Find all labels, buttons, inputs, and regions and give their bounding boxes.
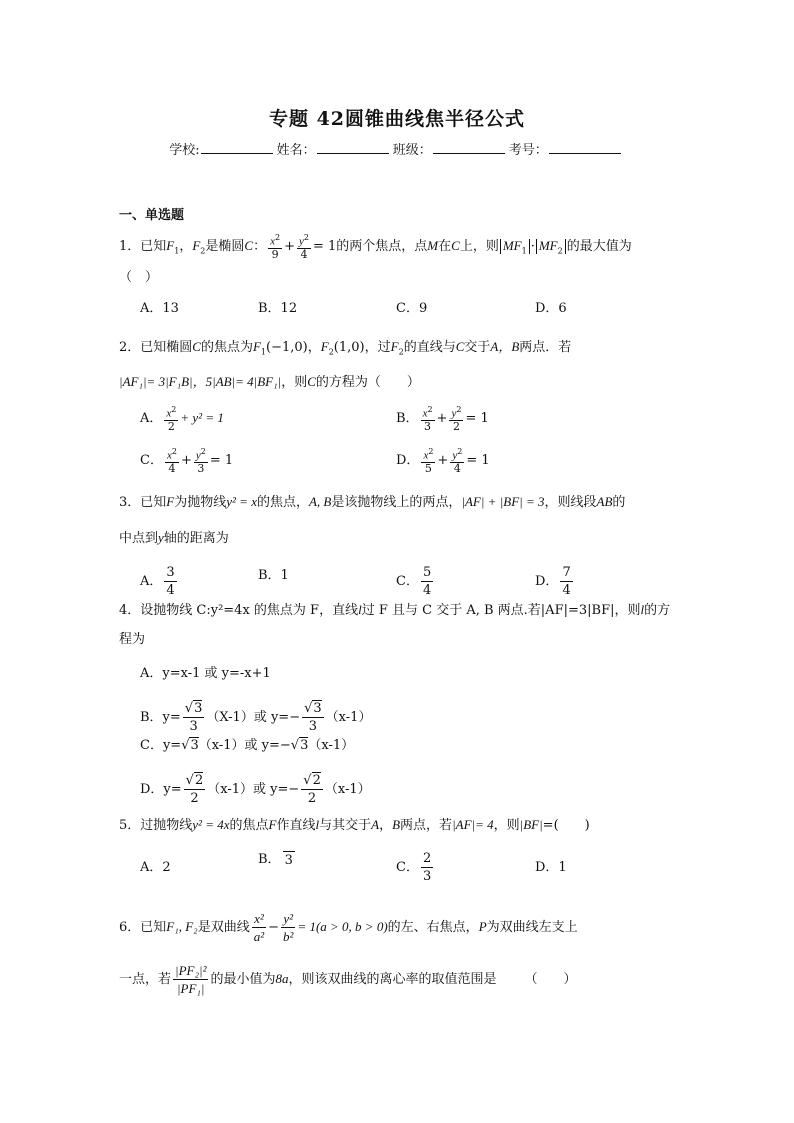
- q2-option-a[interactable]: A． $\frac{x^2}{2}$ + y² = 1: [140, 405, 224, 433]
- student-info-line: [0, 139, 794, 158]
- question-6-stem: 6．已知F₁, F₂是双曲线 $\frac{\text{x²}}{\text{a²}}$ − $\frac{\text{y²}}{\text{b²}}$ = 1(a > 0, b > 0)的左、右焦点，P为双曲线左支上: [119, 911, 578, 944]
- q5-option-d[interactable]: D．1: [535, 860, 567, 875]
- question-6-stem-2: 一点，若 $\frac{\text{|PF₂|²}}{\text{|PF₁|}}$ 的最小值为8a，则该双曲线的离心率的取值范围是 （ ）: [119, 963, 577, 996]
- question-3-stem-2: 中点到y轴的距离为: [119, 530, 229, 546]
- school-blank[interactable]: [201, 141, 273, 154]
- question-1-paren: （ ）: [119, 270, 159, 285]
- name-label: 姓名：: [276, 143, 316, 158]
- page-title: 专题 42圆锥曲线焦半径公式: [268, 108, 526, 130]
- question-5-stem: 5．过抛物线y² = 4x的焦点F作直线l与其交于A，B两点，若|AF|= 4，则|BF|=( ): [119, 817, 590, 833]
- question-4-stem: 4．设抛物线 C:y²=4x 的焦点为 F，直线l过 F 且与 C 交于 A, B 两点.若|AF|=3|BF|，则l的方: [119, 602, 671, 618]
- q3-option-d[interactable]: D． $\frac{7}{4}$: [535, 565, 571, 598]
- exam-number-label: 考号：: [508, 143, 548, 158]
- q3-option-c[interactable]: C． $\frac{5}{4}$: [396, 565, 432, 598]
- section-heading: 一、单选题: [119, 208, 185, 223]
- q1-option-c[interactable]: C．9: [396, 301, 428, 316]
- q5-option-a[interactable]: A．2: [140, 860, 171, 875]
- q4-option-d[interactable]: D．y= $\frac{√2}{2}$ （x-1）或 y=− $\frac{√2}{2}$ （x-1）: [140, 773, 371, 806]
- question-4-stem-2: 程为: [119, 632, 146, 647]
- question-2-stem-2: |AF₁|= 3|F₁B|，5|AB|= 4|BF₁|，则C的方程为（ ）: [119, 374, 420, 390]
- q2-option-d[interactable]: D． $\frac{x^2}{5}$ + $\frac{y^2}{4}$ = 1: [396, 447, 490, 475]
- q5-option-c[interactable]: C． $\frac{2}{3}$: [396, 851, 432, 884]
- q5-option-b[interactable]: B． 3: [258, 852, 293, 868]
- q4-option-c[interactable]: C．y=√3（x-1）或 y=−√3（x-1）: [140, 738, 355, 753]
- q4-option-a[interactable]: A．y=x-1 或 y=-x+1: [140, 666, 271, 681]
- q1-option-b[interactable]: B．12: [258, 301, 298, 316]
- name-blank[interactable]: [317, 141, 389, 154]
- q4-option-b[interactable]: B．y= $\frac{√3}{3}$ （X-1）或 y=− $\frac{√3}{3}$ （x-1）: [140, 701, 372, 734]
- class-label: 班级：: [392, 143, 432, 158]
- question-1-stem: 1．已知$F_1$，$F_2$是椭圆C： $\frac{x^2}{9}$ + $\frac{y^2}{4}$ = 1的两个焦点，点M在C上，则 $MF_1 \cdot MF_2$ 的最大值为: [119, 233, 632, 261]
- q3-option-b[interactable]: B．1: [258, 568, 289, 583]
- question-2-stem: 2．已知椭圆C的焦点为$F_1(-1,0)$，$F_2(1,0)$，过$F_2$的直线与C交于A，B两点．若: [119, 339, 572, 357]
- q2-option-b[interactable]: B． $\frac{x^2}{3}$ + $\frac{y^2}{2}$ = 1: [396, 405, 489, 433]
- exam-number-blank[interactable]: [549, 141, 621, 154]
- q1-option-d[interactable]: D．6: [535, 301, 567, 316]
- question-3-stem: 3．已知F为抛物线y² = x的焦点，A, B是该抛物线上的两点，|AF| + |BF| = 3，则线段AB的: [119, 494, 626, 510]
- q3-option-a[interactable]: A． $\frac{3}{4}$: [140, 565, 175, 598]
- q2-option-c[interactable]: C． $\frac{x^2}{4}$ + $\frac{y^2}{3}$ = 1: [140, 447, 234, 475]
- q1-option-a[interactable]: A．13: [140, 301, 179, 316]
- school-label: 学校:: [169, 143, 200, 158]
- class-blank[interactable]: [433, 141, 505, 154]
